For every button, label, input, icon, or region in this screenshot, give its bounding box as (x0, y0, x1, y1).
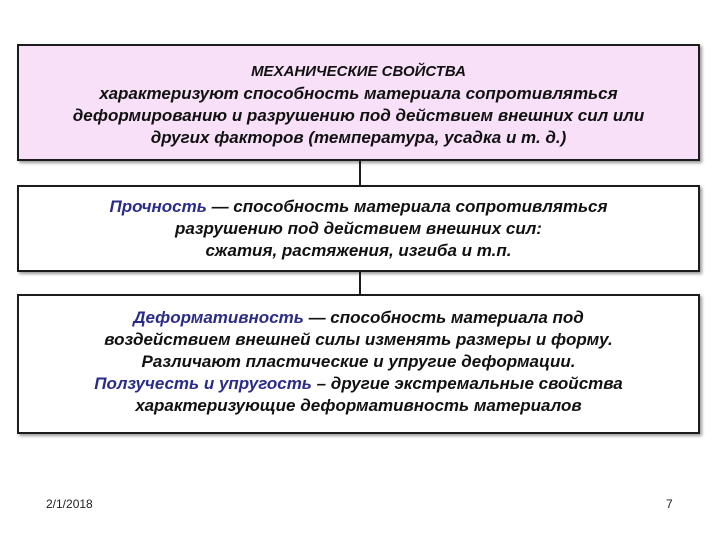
deformability-box (17, 294, 700, 434)
slide-date: 2/1/2018 (46, 497, 93, 511)
strength-line-1-text: — способность материала сопротивляться (206, 197, 608, 216)
connector-line-bottom (359, 272, 361, 294)
strength-line-2: разрушению под действием внешних сил: (175, 219, 542, 238)
deformability-line-1-text: — способность материала под (303, 308, 584, 327)
deformability-line-4 (19, 373, 698, 395)
strength-line-3: сжатия, растяжения, изгиба и т.п. (205, 241, 512, 260)
deformability-line-3: Различают пластические и упругие деформации. (141, 352, 576, 371)
strength-term: Прочность (109, 197, 207, 216)
deformability-term: Деформативность (133, 308, 304, 327)
definition-line-1: характеризуют способность материала сопротивляться (99, 84, 618, 103)
definition-line-3: других факторов (температура, усадка и т. д.) (150, 128, 567, 147)
creep-elasticity-term: Ползучесть и упругость (94, 374, 312, 393)
strength-line-1 (19, 196, 698, 218)
slide-number: 7 (666, 497, 673, 511)
strength-box (17, 185, 700, 272)
definition-line-2: деформированию и разрушению под действием внешних сил или (72, 106, 645, 125)
box-title: МЕХАНИЧЕСКИЕ СВОЙСТВА (251, 63, 466, 80)
mechanical-properties-box (17, 44, 700, 161)
deformability-line-4-text: – другие экстремальные свойства (311, 374, 623, 393)
deformability-line-2: воздействием внешней силы изменять размеры и форму. (104, 330, 613, 349)
connector-line-top (359, 161, 361, 185)
deformability-line-1 (19, 307, 698, 329)
deformability-line-5: характеризующие деформативность материалов (135, 396, 582, 415)
